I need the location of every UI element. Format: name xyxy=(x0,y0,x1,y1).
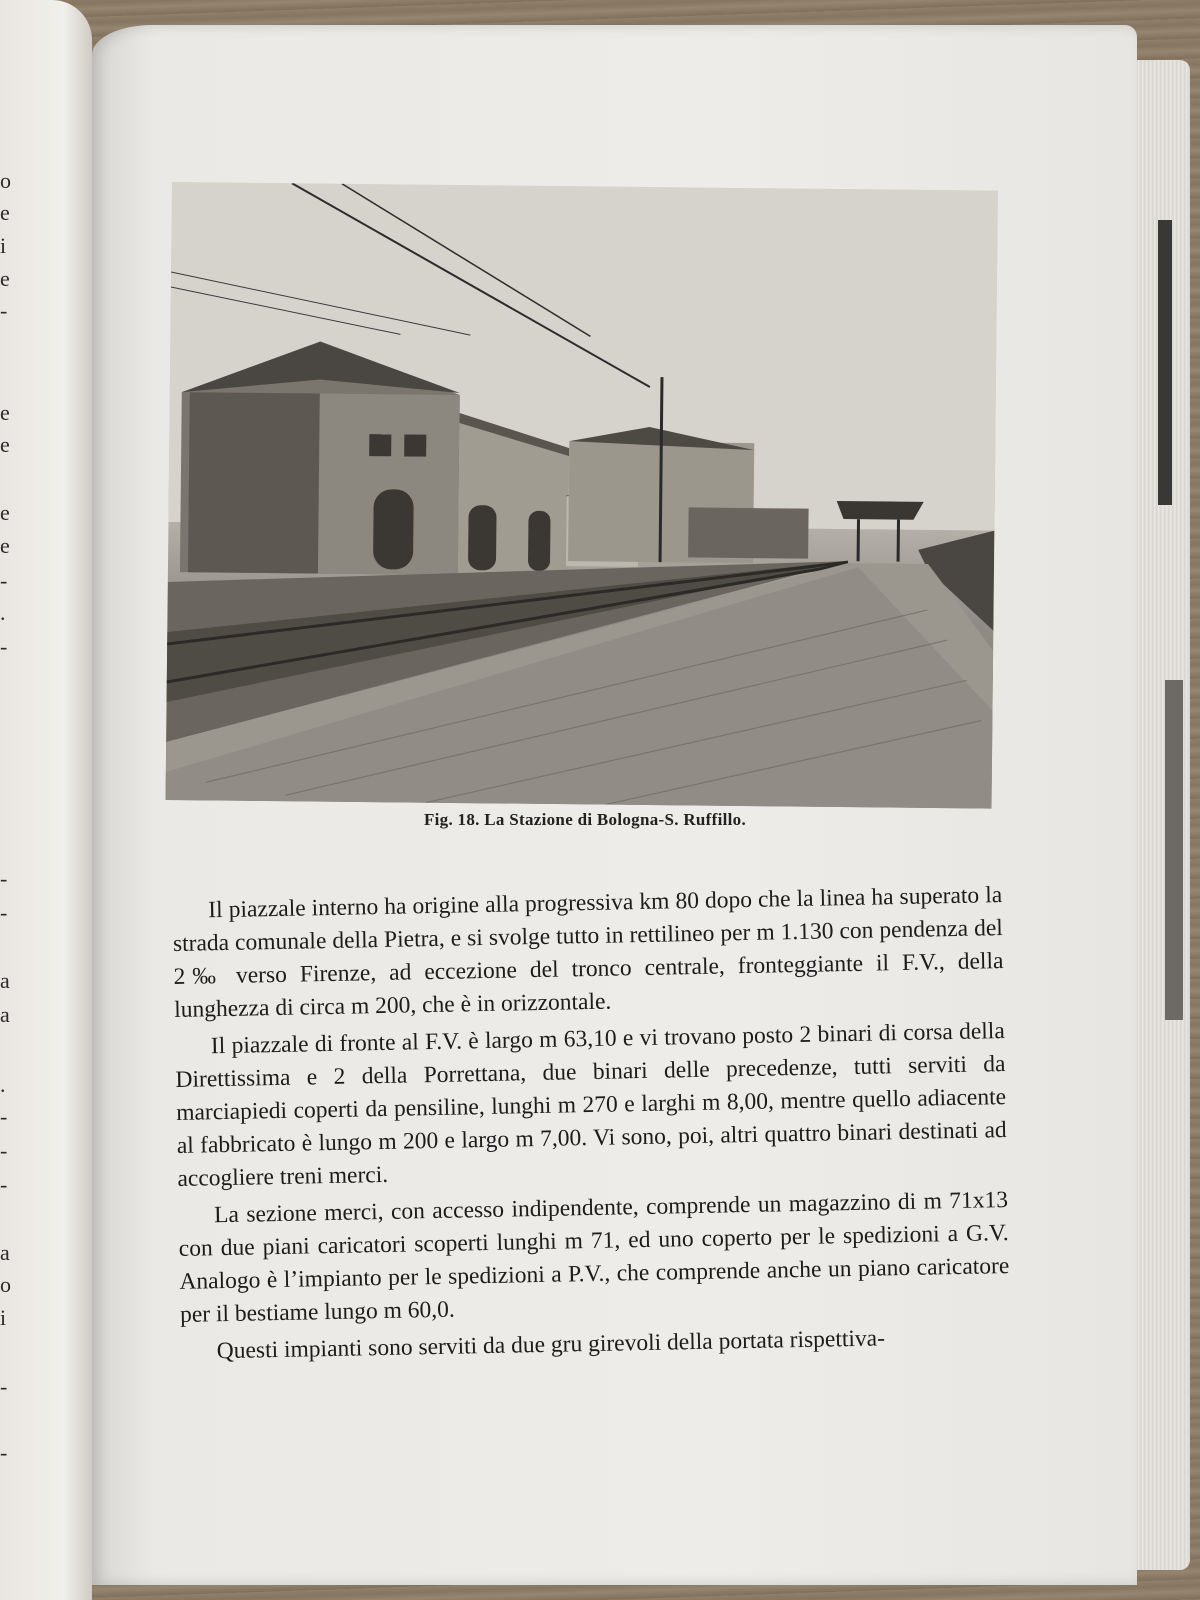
left-page-fragment: - xyxy=(0,1138,8,1163)
left-page-fragment: - xyxy=(0,298,8,323)
paragraph: Questi impianti sono serviti da due gru girevoli della portata rispettiva- xyxy=(216,1325,886,1365)
back-photo-edge xyxy=(1165,680,1183,1020)
station-photograph-drawing xyxy=(166,182,998,809)
back-photo-edge xyxy=(1158,220,1172,505)
left-page-fragment: e xyxy=(0,500,10,525)
left-page-fragment: o xyxy=(0,1272,11,1297)
left-page-fragment: e xyxy=(0,400,10,425)
left-page-fragment: e xyxy=(0,266,10,291)
station-photograph xyxy=(166,182,998,809)
left-page-fragment: - xyxy=(0,866,8,891)
left-page-fragment: e xyxy=(0,533,10,558)
left-page-fragment: e xyxy=(0,432,10,457)
left-page-fragment: o xyxy=(0,168,11,193)
body-text xyxy=(172,879,1011,1373)
left-page-fragment: a xyxy=(0,1002,10,1027)
paragraph: La sezione merci, con accesso indipendente, comprende un magazzino di m 71x13 con due piani caricatori scoperti lunghi m 71, ed uno coperto per le spedizioni a G.V. Analogo è l’impianto per le spedizioni a P.V., che comprende anche un piano caricatore per il bestiame lungo m 60,0. xyxy=(178,1187,1010,1328)
paragraph: Il piazzale interno ha origine alla progressiva km 80 dopo che la linea ha superato la strada comunale della Pietra, e si svolge tutto in rettilineo per m 1.130 con pendenza del 2‰ verso Firenze, ad eccezione del tronco centrale, fronteggiante il F.V., della lunghezza di circa m 200, che è in orizzontale. xyxy=(172,882,1004,1023)
left-page-fragment: - xyxy=(0,1104,8,1129)
left-page-fragment: i xyxy=(0,1305,7,1330)
left-page-fragment: - xyxy=(0,1172,8,1197)
left-page-fragment: - xyxy=(0,634,8,659)
left-page-fragment: - xyxy=(0,1374,8,1399)
left-page-fragment: e xyxy=(0,200,10,225)
left-page-fragment: a xyxy=(0,1240,10,1265)
figure-caption: Fig. 18. La Stazione di Bologna-S. Ruffillo. xyxy=(423,810,747,829)
left-page-fragment: . xyxy=(0,600,6,625)
left-page-fragment: - xyxy=(0,1440,8,1465)
left-page xyxy=(0,0,92,1600)
paragraph: Il piazzale di fronte al F.V. è largo m 63,10 e vi trovano posto 2 binari di corsa della Direttissima e 2 della Porrettana, due binari delle precedenze, tutti serviti da marciapiedi coperti da pensiline, lunghi m 270 e larghi m 8,00, mentre quello adiacente al fabbricato è lungo m 200 e largo m 7,00. Vi sono, poi, altri quattro binari destinati ad accogliere treni merci. xyxy=(175,1018,1007,1192)
left-page-fragment: - xyxy=(0,900,8,925)
left-page-fragment: - xyxy=(0,568,8,593)
left-page-fragment: a xyxy=(0,968,10,993)
left-page-fragment: . xyxy=(0,1072,6,1097)
left-page-fragment: i xyxy=(0,233,7,258)
